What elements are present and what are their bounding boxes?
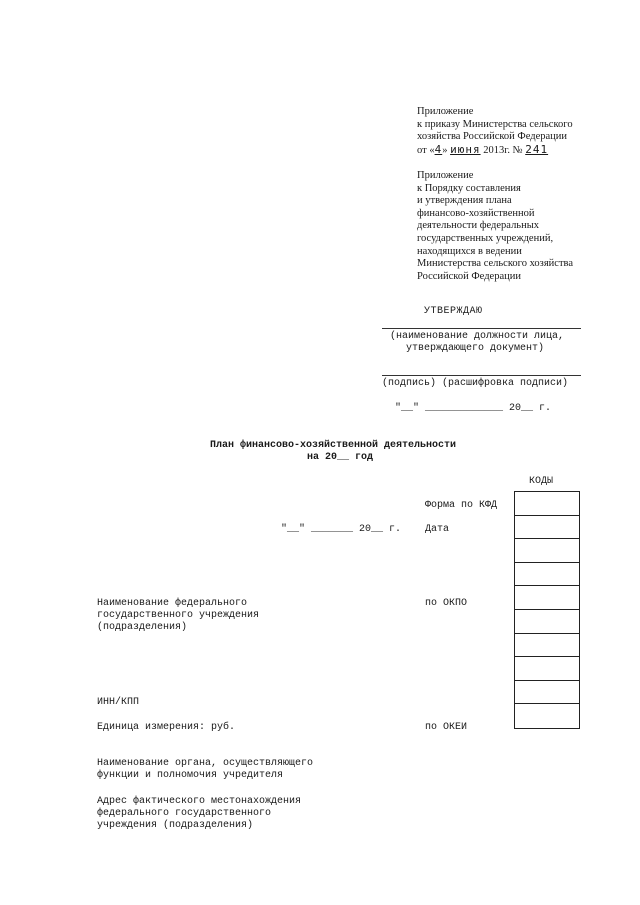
date-day: 4 <box>434 142 443 156</box>
appendix-procedure-line: и утверждения плана <box>417 195 512 207</box>
approval-title: УТВЕРЖДАЮ <box>424 306 483 317</box>
code-cell-form[interactable] <box>515 492 579 516</box>
signature-line <box>382 375 581 376</box>
appendix-order-title: Приложение <box>417 106 474 117</box>
okei-label: по ОКЕИ <box>425 722 468 733</box>
approval-date-line: "__" _____________ 20__ г. <box>395 403 552 414</box>
appendix-order-block <box>417 106 573 157</box>
okpo-label: по ОКПО <box>425 598 468 609</box>
appendix-procedure-line: деятельности федеральных <box>417 220 540 232</box>
appendix-procedure-line: государственных учреждений, <box>417 232 554 244</box>
code-cell[interactable] <box>515 657 579 681</box>
position-caption: утверждающего документ) <box>406 343 545 354</box>
signature-caption: (подпись) (расшифровка подписи) <box>382 378 569 389</box>
appendix-procedure-line: Министерства сельского хозяйства <box>417 258 574 270</box>
order-number: 241 <box>525 142 549 156</box>
code-cell[interactable] <box>515 634 579 658</box>
founder-label: Наименование органа, осуществляющего <box>97 758 314 769</box>
position-caption: (наименование должности лица, <box>390 331 565 342</box>
code-cell[interactable] <box>515 681 579 705</box>
form-label: Форма по КФД <box>425 500 498 511</box>
address-label: Адрес фактического местонахождения <box>97 796 302 807</box>
position-line <box>382 328 581 329</box>
institution-name-label: (подразделения) <box>97 622 188 633</box>
appendix-order-line: к приказу Министерства сельского <box>417 118 573 130</box>
appendix-order-line: хозяйства Российской Федерации <box>417 131 568 143</box>
appendix-procedure-line: Приложение <box>417 170 474 181</box>
date-mid: » <box>442 144 448 156</box>
code-cell-okpo[interactable] <box>515 586 579 610</box>
appendix-procedure-line: финансово-хозяйственной <box>417 207 535 219</box>
code-cell-okei[interactable] <box>515 704 579 728</box>
date-prefix: от « <box>417 144 435 156</box>
founder-label: функции и полномочия учредителя <box>97 770 284 781</box>
code-cell[interactable] <box>515 563 579 587</box>
plan-year: на 20__ год <box>307 452 374 463</box>
date-value: "__" _______ 20__ г. <box>281 524 402 535</box>
codes-header: КОДЫ <box>529 476 554 487</box>
appendix-procedure-line: Российской Федерации <box>417 270 521 282</box>
address-label: учреждения (подразделения) <box>97 820 254 831</box>
institution-name-label: государственного учреждения <box>97 610 260 621</box>
code-cell[interactable] <box>515 539 579 563</box>
unit-label: Единица измерения: руб. <box>97 722 236 733</box>
code-cell[interactable] <box>515 610 579 634</box>
date-year: 2013г. № <box>483 144 523 156</box>
codes-table <box>514 491 580 729</box>
address-label: федерального государственного <box>97 808 272 819</box>
date-label: Дата <box>425 524 450 535</box>
appendix-procedure-line: к Порядку составления <box>417 182 521 194</box>
code-cell-date[interactable] <box>515 516 579 540</box>
inn-kpp-label: ИНН/КПП <box>97 697 140 708</box>
plan-title: План финансово-хозяйственной деятельности <box>210 440 457 451</box>
appendix-procedure-line: находящихся в ведении <box>417 245 522 257</box>
institution-name-label: Наименование федерального <box>97 598 248 609</box>
date-month: июня <box>450 142 481 156</box>
appendix-procedure-block <box>417 170 573 283</box>
appendix-order-date <box>417 144 573 158</box>
